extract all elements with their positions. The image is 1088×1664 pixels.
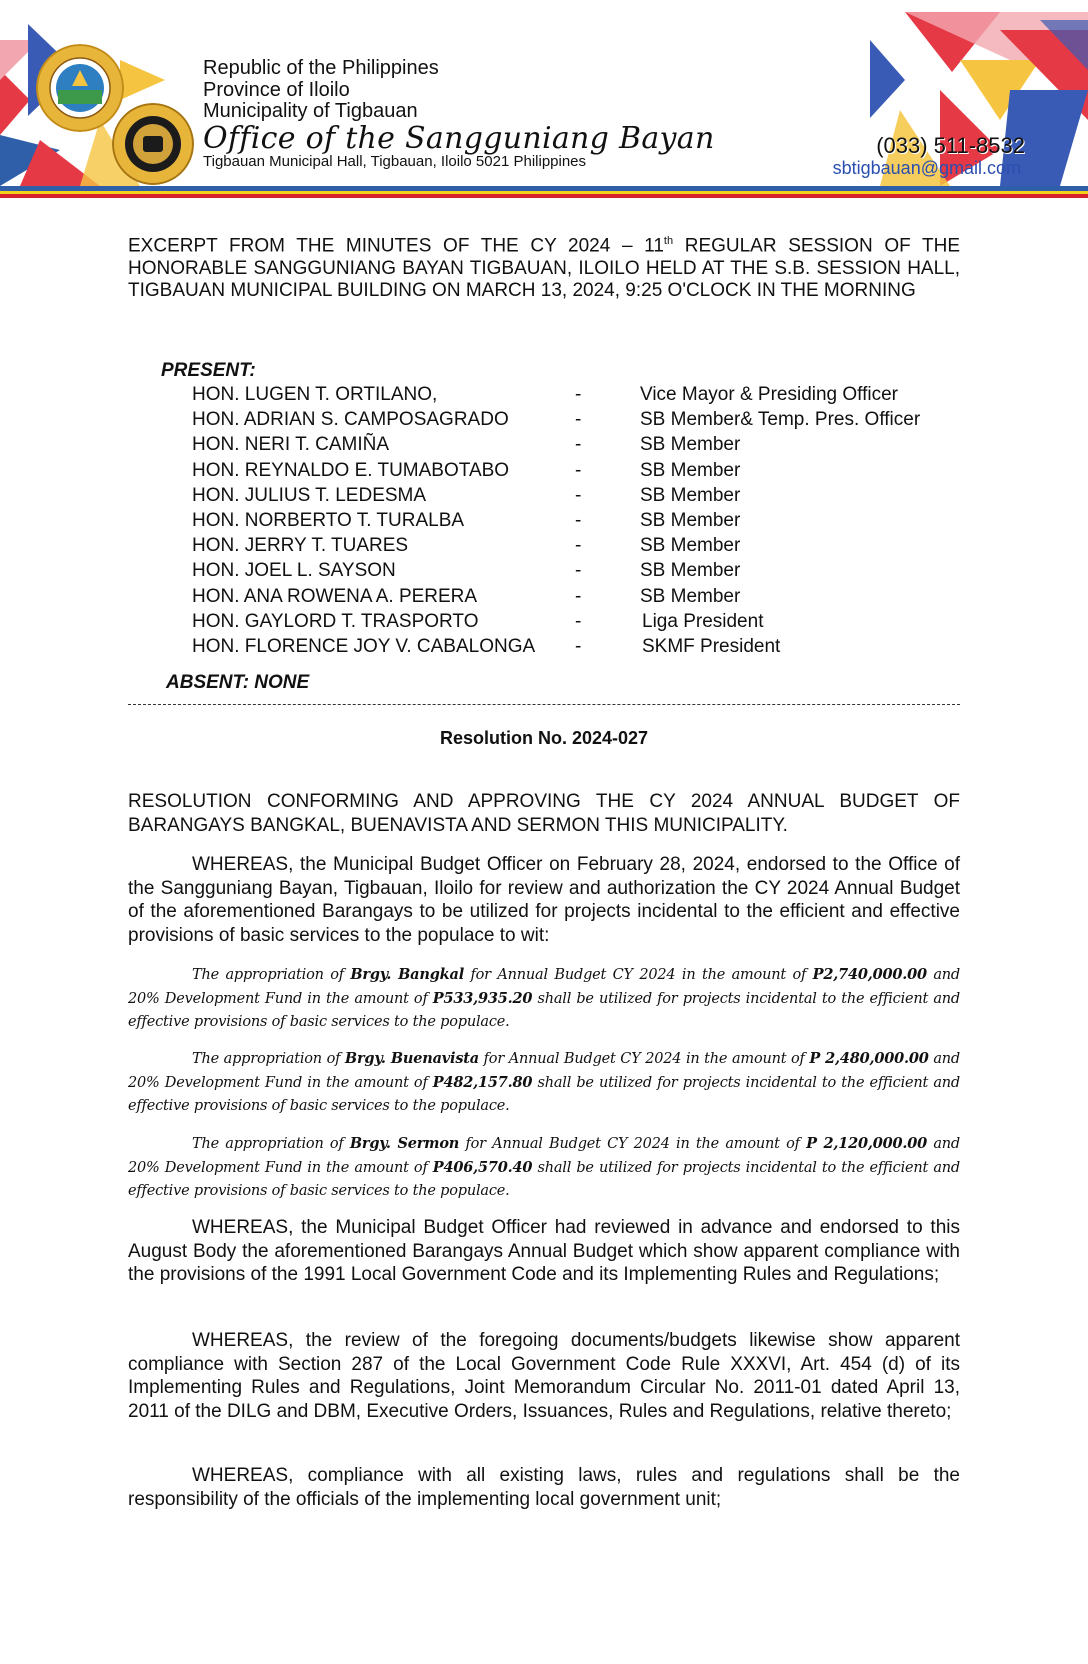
member-dash: - [575,459,582,481]
appropriation-text: shall be utilized for projects incidental to the efficient and effective provisions of basic services to the populace. [128,1160,960,1199]
member-dash: - [575,434,582,456]
member-row [192,384,972,409]
member-row [192,460,972,485]
minutes-excerpt [128,230,960,303]
member-row [192,434,972,459]
office-address: Tigbauan Municipal Hall, Tigbauan, Iloilo 5021 Philippines [203,152,587,170]
excerpt-part1: EXCERPT FROM THE MINUTES OF THE CY 2024 – 11 [128,235,664,257]
member-row [192,409,972,434]
member-role: SB Member [640,434,741,456]
member-dash: - [575,560,582,582]
member-name: HON. ANA ROWENA A. PERERA [192,585,478,607]
member-name: HON. LUGEN T. ORTILANO, [192,384,438,405]
whereas-paragraph-3: WHEREAS, the review of the foregoing documents/budgets likewise show apparent compliance with Section 287 of the Local Government Code Rule XXXVI, Art. 454 (d) of its Implementing Rules and Regulations, Joint Memorandum Circular No. 2011-01 dated April 13, 2011 of the DILG and DBM, Executive Orders, Issuances, Rules and Regulations, relative thereto; [128,1330,960,1422]
member-name: HON. NERI T. CAMIÑA [192,434,390,456]
development-fund-amount: P406,570.40 [432,1159,533,1176]
member-dash: - [575,509,582,531]
member-role: SB Member [640,560,741,582]
appropriation-text: shall be utilized for projects incidental to the efficient and effective provisions of basic services to the populace. [128,991,960,1030]
dashed-separator [128,704,960,705]
member-role: SB Member [640,484,741,506]
member-dash: - [575,535,582,557]
member-role: Vice Mayor & Presiding Officer [640,384,899,405]
excerpt-superscript: th [663,235,674,247]
member-role: Liga President [642,610,764,632]
member-name: HON. FLORENCE JOY V. CABALONGA [192,635,536,657]
member-name: HON. REYNALDO E. TUMABOTABO [192,459,510,481]
member-dash: - [575,635,582,657]
barangay-name: Brgy. Buenavista [344,1050,479,1067]
appropriation-sermon [128,1132,960,1203]
member-row [192,510,972,535]
appropriation-text: for Annual Budget CY 2024 in the amount of [478,1051,810,1067]
member-row [192,611,972,636]
barangay-name: Brgy. Sermon [349,1135,460,1152]
member-name: HON. GAYLORD T. TRASPORTO [192,610,479,632]
resolution-number: Resolution No. 2024-027 [439,728,649,748]
member-dash: - [575,585,582,607]
appropriation-buenavista [128,1047,960,1118]
member-name: HON. JOEL L. SAYSON [192,560,396,582]
appropriation-text: for Annual Budget CY 2024 in the amount of [459,1136,807,1152]
excerpt-part2: REGULAR SESSION OF THE HONORABLE SANGGUNIANG BAYAN TIGBAUAN, ILOILO HELD AT THE S.B. SESSION HALL, TIGBAUAN MUNICIPAL BUILDING ON MARCH 13, 2024, 9:25 O'CLOCK IN THE MORNING [128,235,960,302]
province-line: Province of Iloilo [203,78,350,101]
email-address: sbtigbauan@gmail.com [832,158,1021,178]
member-row [192,636,972,661]
member-role: SB Member [640,535,741,557]
absent-label: ABSENT: NONE [166,672,310,693]
whereas-paragraph-1: WHEREAS, the Municipal Budget Officer on February 28, 2024, endorsed to the Office of the Sangguniang Bayan, Tigbauan, Iloilo for review and authorization the CY 2024 Annual Budget of the aforementioned Barangays to be utilized for projects incidental to the efficient and effective provisions of basic services to the populace to wit: [128,854,960,946]
budget-amount: P 2,480,000.00 [809,1050,929,1067]
letterhead-text [203,58,715,170]
republic-line: Republic of the Philippines [203,57,439,79]
members-list [192,384,972,661]
appropriation-text: shall be utilized for projects incidental to the efficient and effective provisions of basic services to the populace. [128,1075,960,1114]
member-row [192,535,972,560]
appropriation-text: The appropriation of [192,967,351,983]
appropriation-text: for Annual Budget CY 2024 in the amount of [464,967,813,983]
member-dash: - [575,610,582,632]
resolution-title: RESOLUTION CONFORMING AND APPROVING THE CY 2024 ANNUAL BUDGET OF BARANGAYS BANGKAL, BUENAVISTA AND SERMON THIS MUNICIPALITY. [128,791,960,836]
budget-amount: P2,740,000.00 [812,966,927,983]
member-name: HON. JULIUS T. LEDESMA [192,484,427,506]
appropriation-text: The appropriation of [192,1136,350,1152]
member-role: SKMF President [642,635,781,657]
sangguniang-bayan-seal [112,103,194,185]
member-row [192,586,972,611]
member-dash: - [575,384,582,405]
municipality-line: Municipality of Tigbauan [203,100,418,122]
appropriation-text: and 20% Development Fund in the amount of [128,1136,961,1176]
phone-number: (033) 511-8532 [876,133,1025,158]
appropriation-text: and 20% Development Fund in the amount of [128,967,961,1007]
development-fund-amount: P482,157.80 [432,1074,533,1091]
member-role: SB Member& Temp. Pres. Officer [640,409,921,431]
development-fund-amount: P533,935.20 [432,990,533,1007]
whereas-paragraph-4: WHEREAS, compliance with all existing laws, rules and regulations shall be the responsibility of the officials of the implementing local government unit; [128,1465,960,1510]
municipality-seal [36,44,124,132]
appropriation-text: and 20% Development Fund in the amount of [128,1051,960,1091]
member-role: SB Member [640,509,741,531]
budget-amount: P 2,120,000.00 [806,1135,928,1152]
whereas-paragraph-2: WHEREAS, the Municipal Budget Officer had reviewed in advance and endorsed to this August Body the aforementioned Barangays Annual Budget which show apparent compliance with the provisions of the 1991 Local Government Code and its Implementing Rules and Regulations; [128,1217,960,1285]
barangay-name: Brgy. Bangkal [350,966,465,983]
appropriation-bangkal [128,963,960,1034]
present-label: PRESENT: [161,360,256,381]
member-role: SB Member [640,459,741,481]
member-row [192,485,972,510]
member-row [192,560,972,585]
appropriation-text: The appropriation of [192,1051,345,1067]
member-name: HON. JERRY T. TUARES [192,535,409,557]
office-name: Office of the Sangguniang Bayan [203,120,715,156]
member-role: SB Member [640,585,741,607]
member-name: HON. ADRIAN S. CAMPOSAGRADO [192,409,509,431]
letterhead [0,0,1088,205]
member-dash: - [575,409,582,431]
header-band-red [0,194,1088,198]
member-dash: - [575,484,582,506]
member-name: HON. NORBERTO T. TURALBA [192,509,465,531]
